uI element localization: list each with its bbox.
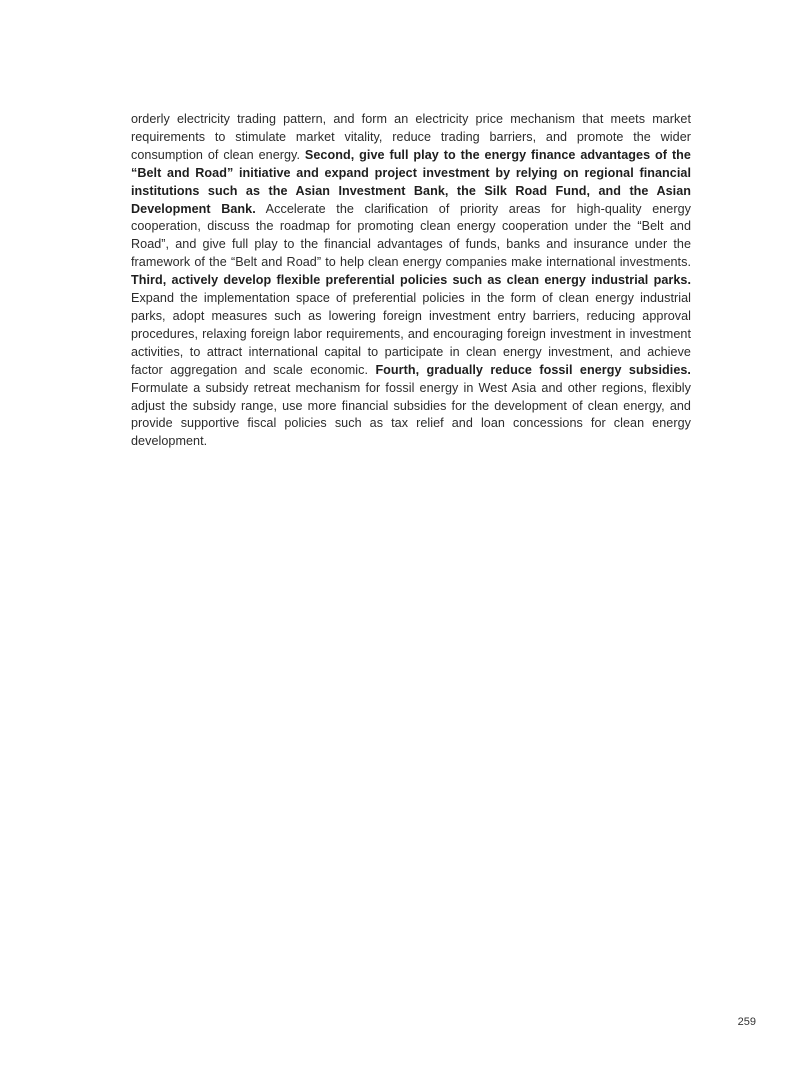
body-paragraph bbox=[131, 111, 691, 451]
text-segment: Formulate a subsidy retreat mechanism for fossil energy in West Asia and other regions, flexibly adjust the subsidy range, use more financial subsidies for the development of clean energy, and provide supportive fiscal policies such as tax relief and loan concessions for clean energy development. bbox=[131, 380, 691, 449]
text-segment: orderly electricity trading pattern, and form an electricity price mechanism that meets market requirements to stimulate market vitality, reduce trading barriers, and promote the wider consumption of clean energy. bbox=[131, 112, 691, 162]
text-segment: Expand the implementation space of preferential policies in the form of clean energy industrial parks, adopt measures such as lowering foreign investment entry barriers, reducing approval procedures, relaxing foreign labor requirements, and encouraging foreign investment in investment activities, to attract international capital to participate in clean energy investment, and achieve factor aggregation and scale economic. bbox=[131, 291, 691, 377]
bold-text-segment: Third, actively develop flexible preferential policies such as clean energy industrial parks. bbox=[131, 273, 691, 288]
bold-text-segment: Fourth, gradually reduce fossil energy subsidies. bbox=[375, 362, 691, 377]
bold-text-segment: Second, give full play to the energy finance advantages of the “Belt and Road” initiative and expand project investment by relying on regional financial institutions such as the Asian Investment Bank, the Silk Road Fund, and the Asian Development Bank. bbox=[131, 147, 691, 216]
page-number: 259 bbox=[737, 1016, 756, 1028]
text-segment: Accelerate the clarification of priority areas for high-quality energy cooperation, discuss the roadmap for promoting clean energy cooperation under the “Belt and Road”, and give full play to the financial advantages of funds, banks and insurance under the framework of the “Belt and Road” to help clean energy companies make international investments. bbox=[131, 201, 691, 270]
